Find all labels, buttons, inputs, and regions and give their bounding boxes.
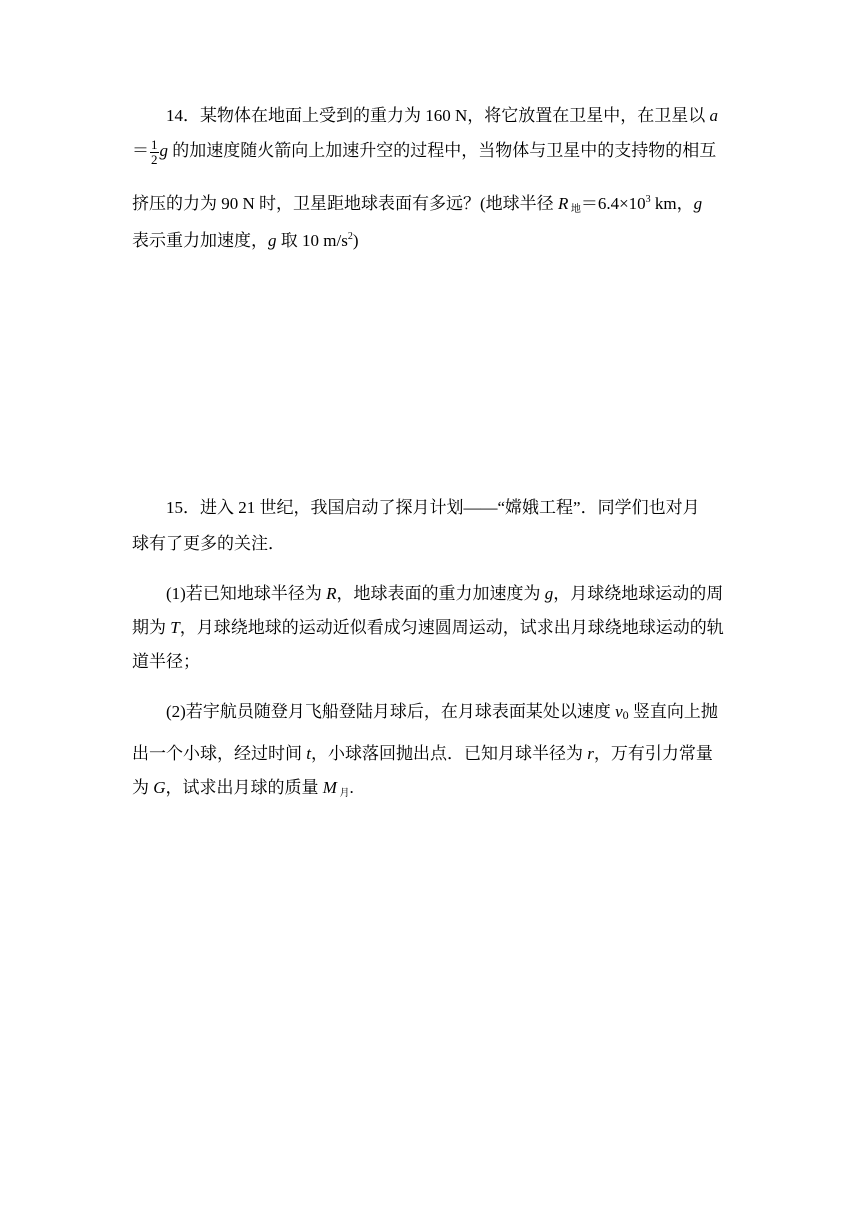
q15-text: . — [349, 778, 354, 797]
q14-text: 取 10 m/s — [276, 231, 348, 250]
q14-text: 表示重力加速度， — [132, 231, 268, 250]
q14-equals: ＝ — [132, 141, 149, 160]
q15-part1-line-2 — [132, 616, 724, 640]
q14-text: km， — [650, 194, 694, 213]
q15-text: 15．进入 21 世纪，我国启动了探月计划——“嫦娥工程”．同学们也对月 — [166, 498, 700, 517]
q14-line-2 — [132, 134, 716, 168]
q14-subscript: 地 — [568, 204, 581, 215]
q14-text: 14．某物体在地面上受到的重力为 160 N，将它放置在卫星中，在卫星以 — [166, 106, 710, 125]
q15-text: 出一个小球，经过时间 — [132, 744, 307, 763]
q14-var-a: a — [709, 106, 719, 125]
q14-text: ＝6.4×10 — [580, 194, 646, 213]
q15-var-M: M — [322, 778, 337, 797]
q14-var-g: g — [693, 194, 703, 213]
q15-line-2 — [132, 532, 285, 556]
q15-text: (2)若宇航员随登月飞船登陆月球后，在月球表面某处以速度 — [166, 702, 616, 721]
q15-part1-line-1 — [166, 582, 723, 606]
fraction-numerator: 1 — [151, 136, 158, 152]
fraction-denominator: 2 — [151, 151, 158, 167]
q15-text: 期为 — [132, 618, 171, 637]
q14-line-3 — [132, 192, 702, 219]
q15-var-T: T — [170, 618, 180, 637]
q15-part2-line-1 — [166, 700, 718, 725]
q15-text: 竖直向上抛 — [628, 702, 718, 721]
q15-var-t: t — [306, 744, 311, 763]
q15-text: 球有了更多的关注． — [132, 534, 285, 553]
q14-text: 的加速度随火箭向上加速升空的过程中，当物体与卫星中的支持物的相互 — [168, 141, 717, 160]
q14-var-R: R — [557, 194, 569, 213]
q14-line-4 — [132, 229, 358, 256]
q14-var-g: g — [159, 141, 168, 160]
q14-text: ) — [352, 231, 359, 250]
q14-var-g: g — [268, 231, 277, 250]
q15-text: 道半径； — [132, 652, 200, 671]
q15-text: ，月球绕地球运动的周 — [553, 584, 724, 603]
q15-var-G: G — [153, 778, 166, 797]
q14-text: 挤压的力为 90 N 时，卫星距地球表面有多远？(地球半径 — [132, 194, 558, 213]
q15-part1-line-3 — [132, 650, 200, 674]
q15-text: ，试求出月球的质量 — [165, 778, 323, 797]
q14-line-1 — [166, 104, 718, 128]
q15-subscript: 0 — [622, 708, 629, 722]
q14-exponent: 3 — [645, 194, 651, 205]
q15-part2-line-2 — [132, 742, 713, 766]
q15-text: ，小球落回抛出点．已知月球半径为 — [310, 744, 588, 763]
q15-var-r: r — [587, 744, 594, 763]
q14-fraction — [150, 138, 159, 167]
q15-text: 为 — [132, 778, 154, 797]
q15-text: ，万有引力常量 — [593, 744, 713, 763]
q15-text: (1)若已知地球半径为 — [166, 584, 327, 603]
q15-text: ，地球表面的重力加速度为 — [336, 584, 545, 603]
q15-line-1 — [166, 496, 700, 520]
q15-var-R: R — [326, 584, 337, 603]
q15-var-g: g — [544, 584, 554, 603]
q14-exponent: 2 — [347, 231, 353, 242]
q15-var-v: v — [615, 702, 623, 721]
q15-text: ，月球绕地球的运动近似看成匀速圆周运动，试求出月球绕地球运动的轨 — [179, 618, 724, 637]
q15-part2-line-3 — [132, 776, 354, 803]
q15-subscript: 月 — [336, 788, 350, 799]
